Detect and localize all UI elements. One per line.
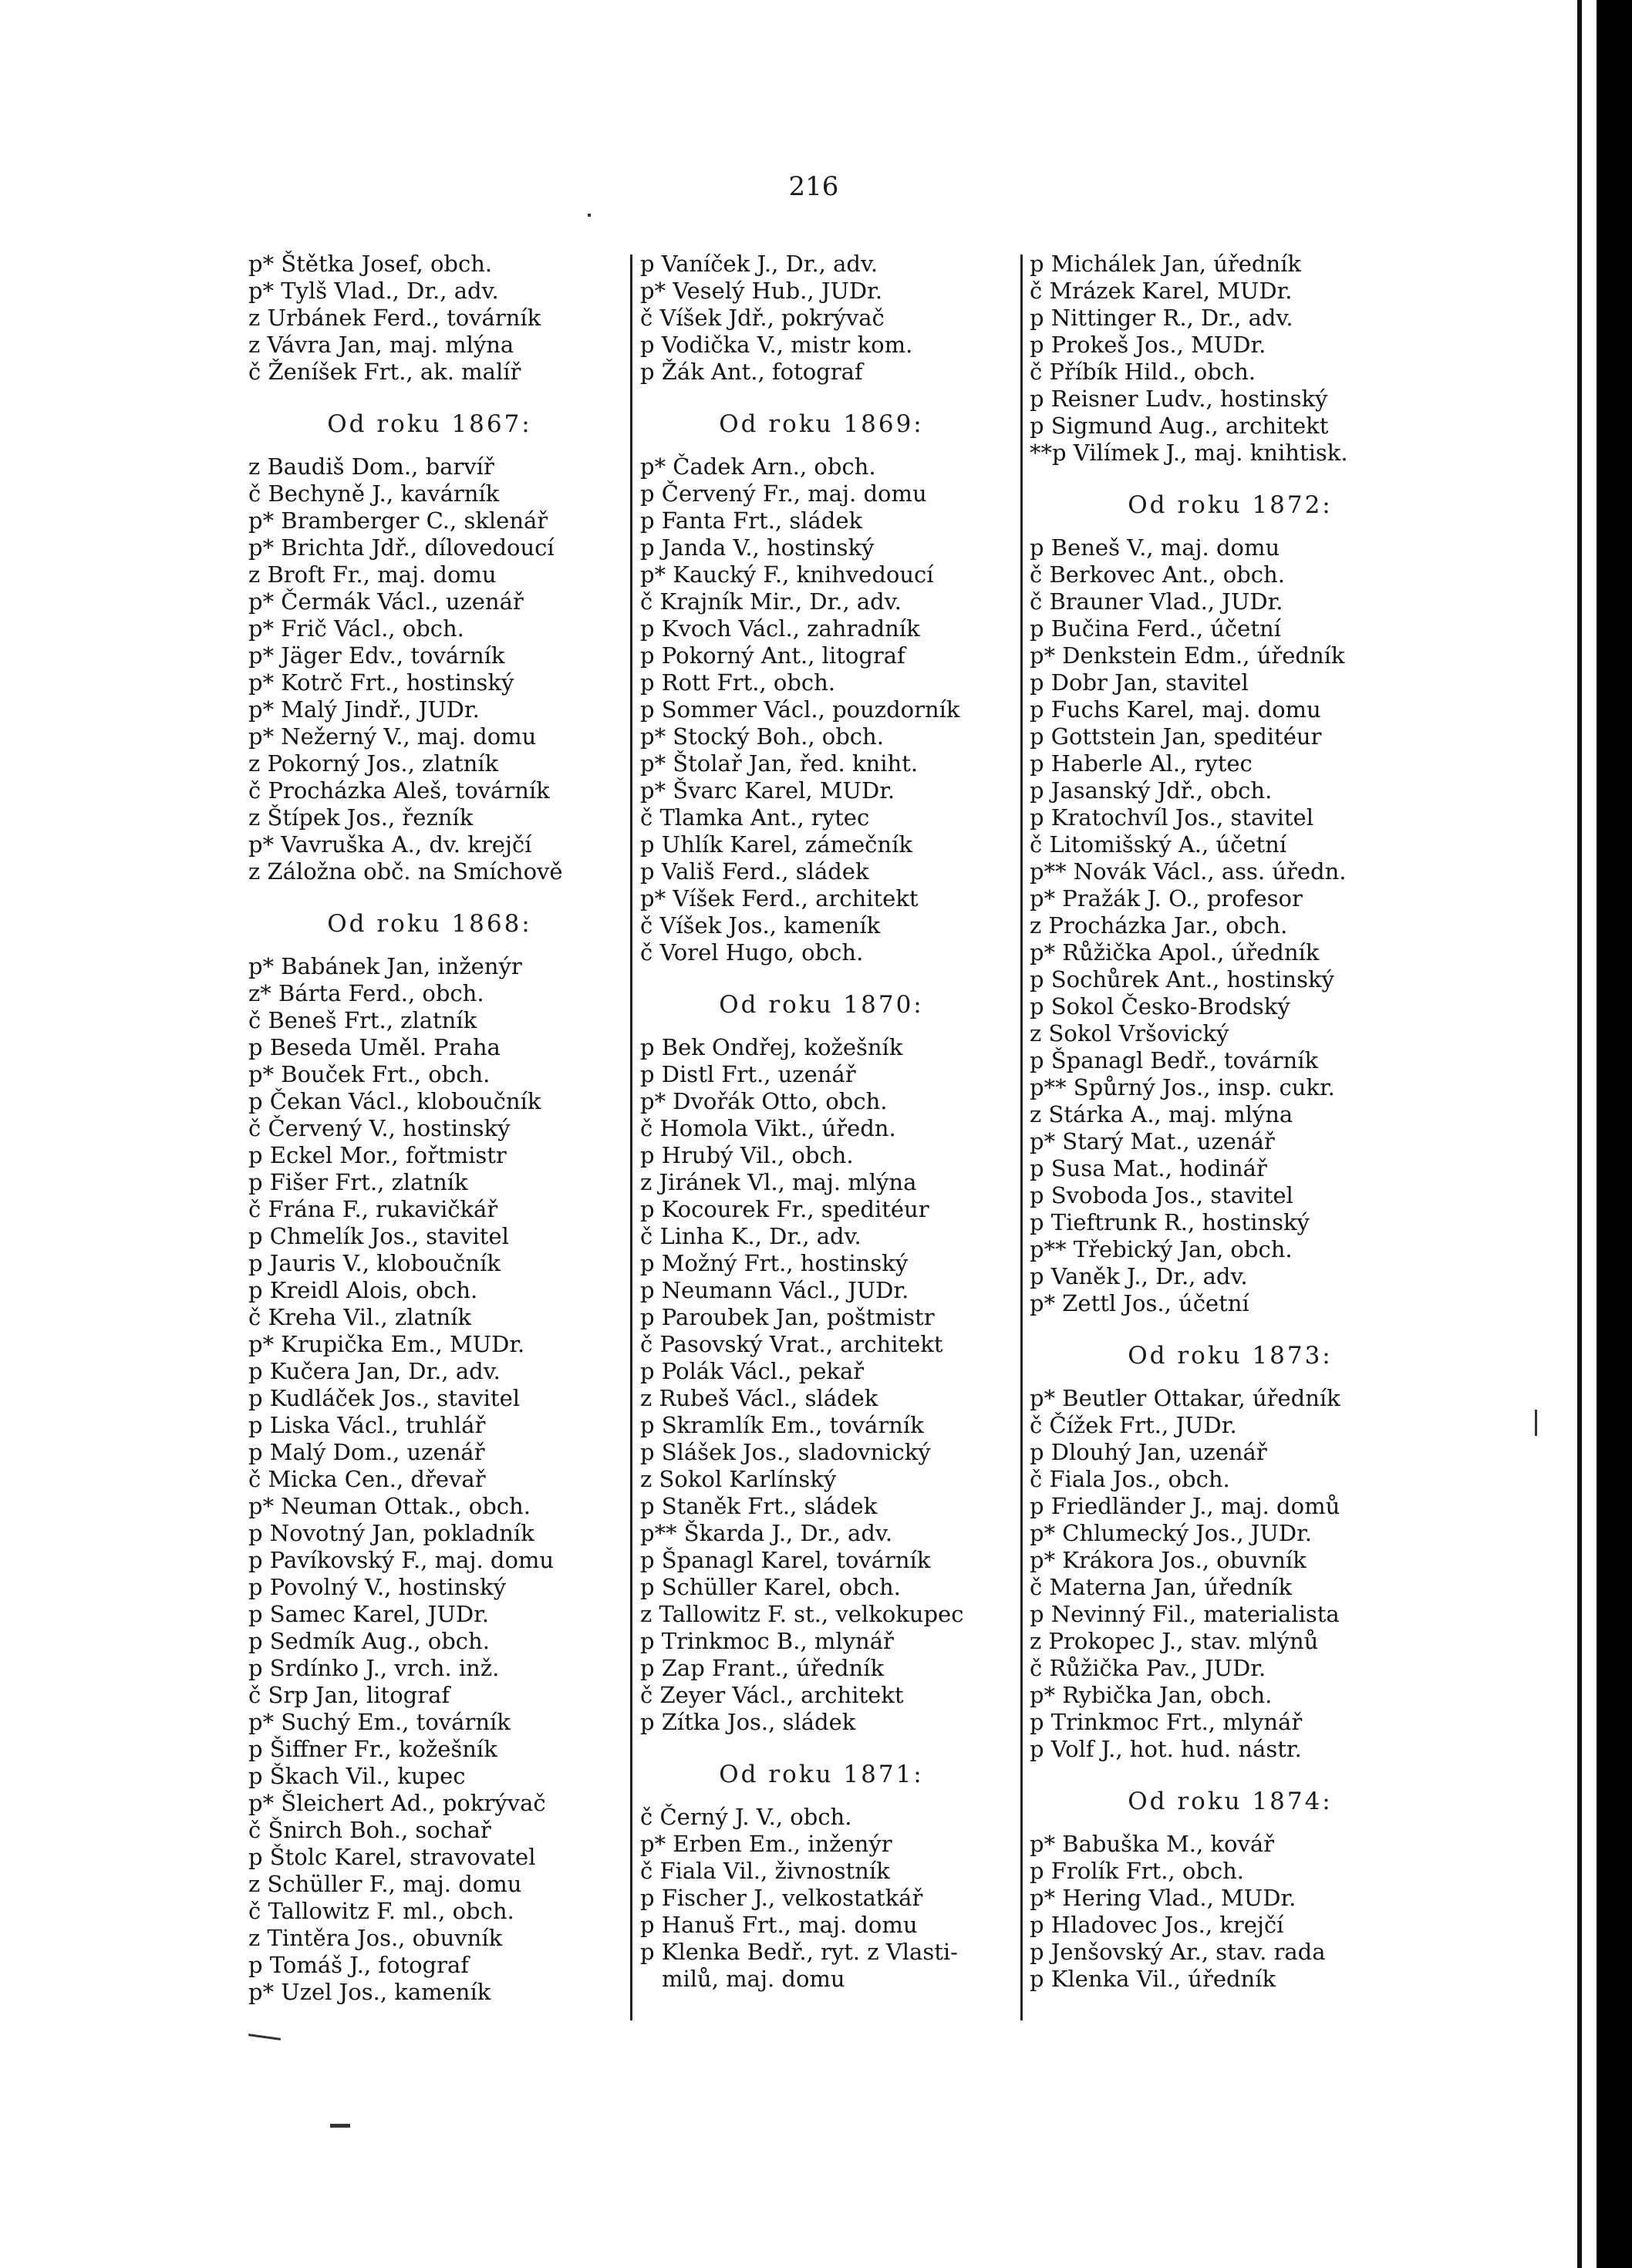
directory-entry: č Bechyně J., kavárník (248, 480, 500, 507)
directory-entry: č Čížek Frt., JUDr. (1030, 1412, 1237, 1438)
directory-entry: p Španagl Karel, továrník (640, 1547, 931, 1573)
directory-entry: p** Spůrný Jos., insp. cukr. (1030, 1074, 1335, 1100)
directory-entry: p* Brichta Jdř., dílovedoucí (248, 534, 555, 561)
directory-entry: p* Neuman Ottak., obch. (248, 1493, 531, 1519)
directory-entry: p Staněk Frt., sládek (640, 1493, 878, 1519)
directory-entry: p* Veselý Hub., JUDr. (640, 278, 883, 304)
directory-entry: p Klenka Bedř., ryt. z Vlasti- (640, 1939, 958, 1965)
directory-entry: p Neumann Václ., JUDr. (640, 1277, 909, 1303)
directory-entry: p Vaněk J., Dr., adv. (1030, 1263, 1248, 1289)
directory-entry: p* Pražák J. O., profesor (1030, 885, 1303, 912)
directory-entry: p Haberle Al., rytec (1030, 750, 1253, 777)
directory-entry: z Tallowitz F. st., velkokupec (640, 1601, 964, 1627)
directory-entry: p Fišer Frt., zlatník (248, 1169, 468, 1195)
directory-entry: p Jasanský Jdř., obch. (1030, 777, 1273, 804)
directory-entry: p Možný Frt., hostinský (640, 1250, 909, 1276)
directory-entry: z Vávra Jan, maj. mlýna (248, 332, 514, 358)
directory-entry: p* Čermák Václ., uzenář (248, 588, 524, 615)
directory-entry: z Jiránek Vl., maj. mlýna (640, 1169, 917, 1195)
directory-entry: p Beneš V., maj. domu (1030, 534, 1280, 561)
directory-entry: p Vaníček J., Dr., adv. (640, 251, 878, 277)
directory-entry: p Paroubek Jan, poštmistr (640, 1304, 935, 1330)
directory-entry: z Stárka A., maj. mlýna (1030, 1101, 1293, 1127)
directory-entry: p Malý Dom., uzenář (248, 1439, 485, 1465)
directory-entry: p Štolc Karel, stravovatel (248, 1844, 536, 1870)
directory-entry: p Červený Fr., maj. domu (640, 480, 927, 507)
directory-entry: p Chmelík Jos., stavitel (248, 1223, 509, 1249)
year-heading: Od roku 1873: (1128, 1342, 1333, 1370)
directory-entry: č Pasovský Vrat., architekt (640, 1331, 943, 1357)
directory-entry: č Ženíšek Frt., ak. malíř (248, 359, 521, 385)
directory-entry: p Svoboda Jos., stavitel (1030, 1182, 1293, 1208)
directory-entry: z Tintěra Jos., obuvník (248, 1925, 503, 1951)
directory-entry: p* Tylš Vlad., Dr., adv. (248, 278, 499, 304)
directory-entry: p Kvoch Václ., zahradník (640, 615, 920, 642)
directory-entry: p* Suchý Em., továrník (248, 1709, 511, 1735)
directory-entry: p Španagl Bedř., továrník (1030, 1047, 1319, 1073)
directory-entry: č Víšek Jdř., pokrývač (640, 305, 885, 331)
page-number: 216 (788, 171, 839, 202)
directory-entry: p* Babuška M., kovář (1030, 1831, 1275, 1857)
scan-mark (330, 2124, 350, 2128)
column-divider (630, 254, 632, 2020)
scan-mark (248, 2034, 281, 2041)
directory-entry: p Šiffner Fr., kožešník (248, 1736, 497, 1762)
directory-entry: p Kocourek Fr., speditéur (640, 1196, 929, 1222)
directory-entry: č Fiala Vil., živnostník (640, 1858, 890, 1884)
scan-mark (1535, 1410, 1537, 1436)
directory-entry: p Novotný Jan, pokladník (248, 1520, 534, 1546)
directory-entry: p Hladovec Jos., krejčí (1030, 1912, 1284, 1938)
directory-entry: p Sokol Česko-Brodský (1030, 993, 1290, 1019)
directory-entry: p Liska Václ., truhlář (248, 1412, 486, 1438)
directory-entry: p* Čadek Arn., obch. (640, 453, 876, 480)
directory-entry: p Michálek Jan, úředník (1030, 251, 1302, 277)
directory-entry: p Kratochvíl Jos., stavitel (1030, 804, 1313, 831)
directory-entry: č Materna Jan, úředník (1030, 1574, 1293, 1600)
directory-entry: p Sedmík Aug., obch. (248, 1628, 490, 1654)
directory-entry: p Rott Frt., obch. (640, 669, 836, 696)
directory-entry: p** Novák Václ., ass. úředn. (1030, 858, 1347, 885)
directory-entry: p* Malý Jindř., JUDr. (248, 696, 480, 723)
directory-entry: č Víšek Jos., kameník (640, 912, 881, 939)
directory-entry: z Štípek Jos., řezník (248, 804, 474, 831)
column-2 (640, 251, 1003, 1993)
year-heading: Od roku 1867: (327, 410, 532, 438)
directory-entry: z Procházka Jar., obch. (1030, 912, 1288, 939)
directory-entry: p Sochůrek Ant., hostinský (1030, 966, 1334, 992)
directory-entry: č Mrázek Karel, MUDr. (1030, 278, 1293, 304)
directory-entry: p* Chlumecký Jos., JUDr. (1030, 1520, 1313, 1546)
scan-mark (588, 214, 591, 217)
directory-entry: p* Erben Em., inženýr (640, 1831, 892, 1857)
directory-entry: p* Jäger Edv., továrník (248, 642, 505, 669)
directory-entry: p* Beutler Ottakar, úředník (1030, 1385, 1340, 1411)
directory-entry: č Růžička Pav., JUDr. (1030, 1655, 1266, 1681)
directory-entry: z Záložna obč. na Smíchově (248, 858, 563, 885)
directory-entry: č Linha K., Dr., adv. (640, 1223, 862, 1249)
directory-entry: p Prokeš Jos., MUDr. (1030, 332, 1266, 358)
directory-entry: p Hrubý Vil., obch. (640, 1142, 854, 1168)
directory-entry: p Distl Frt., uzenář (640, 1061, 856, 1087)
directory-entry: č Šnirch Boh., sochař (248, 1817, 491, 1843)
column-3 (1030, 251, 1431, 1993)
directory-entry: p* Bramberger C., sklenář (248, 507, 548, 534)
directory-entry: p* Kotrč Frt., hostinský (248, 669, 514, 696)
directory-entry: č Černý J. V., obch. (640, 1804, 852, 1830)
directory-entry: p* Rybička Jan, obch. (1030, 1682, 1273, 1708)
directory-entry: p Dobr Jan, stavitel (1030, 669, 1249, 696)
directory-entry: p Tomáš J., fotograf (248, 1952, 470, 1978)
directory-entry: p* Štětka Josef, obch. (248, 251, 493, 277)
directory-entry: p* Hering Vlad., MUDr. (1030, 1885, 1296, 1911)
directory-entry: z Broft Fr., maj. domu (248, 561, 497, 588)
directory-entry: p Fanta Frt., sládek (640, 507, 863, 534)
directory-entry: p Pokorný Ant., litograf (640, 642, 905, 669)
directory-entry: z Prokopec J., stav. mlýnů (1030, 1628, 1319, 1654)
directory-entry: p Volf J., hot. hud. nástr. (1030, 1736, 1302, 1762)
directory-entry: č Beneš Frt., zlatník (248, 1007, 477, 1033)
directory-entry: p* Krupička Em., MUDr. (248, 1331, 525, 1357)
directory-entry: p Jauris V., kloboučník (248, 1250, 501, 1276)
directory-entry: p* Švarc Karel, MUDr. (640, 777, 895, 804)
directory-entry: p Susa Mat., hodinář (1030, 1155, 1267, 1181)
directory-entry: p Beseda Uměl. Praha (248, 1034, 501, 1060)
directory-entry: p* Růžička Apol., úředník (1030, 939, 1320, 966)
directory-entry: č Červený V., hostinský (248, 1115, 511, 1141)
directory-entry: p Nevinný Fil., materialista (1030, 1601, 1340, 1627)
directory-entry: č Frána F., rukavičkář (248, 1196, 498, 1222)
directory-entry: p Eckel Mor., fořtmistr (248, 1142, 507, 1168)
directory-entry: p Tieftrunk R., hostinský (1030, 1209, 1310, 1235)
directory-entry: p Kučera Jan, Dr., adv. (248, 1358, 501, 1384)
year-heading: Od roku 1870: (719, 991, 924, 1019)
directory-entry: p* Stocký Boh., obch. (640, 723, 884, 750)
directory-entry: p Kudláček Jos., stavitel (248, 1385, 521, 1411)
directory-entry: p Polák Václ., pekař (640, 1358, 865, 1384)
directory-entry: p* Vavruška A., dv. krejčí (248, 831, 532, 858)
directory-entry: p* Štolař Jan, řed. kniht. (640, 750, 919, 777)
year-heading: Od roku 1871: (719, 1761, 924, 1788)
year-heading: Od roku 1868: (327, 910, 532, 938)
directory-entry: p* Denkstein Edm., úředník (1030, 642, 1345, 669)
directory-entry: č Krajník Mir., Dr., adv. (640, 588, 902, 615)
directory-entry: p Žák Ant., fotograf (640, 359, 863, 385)
directory-entry: p Trinkmoc Frt., mlynář (1030, 1709, 1303, 1735)
column-1 (248, 251, 611, 2006)
directory-entry: p Nittinger R., Dr., adv. (1030, 305, 1293, 331)
directory-entry: p* Krákora Jos., obuvník (1030, 1547, 1307, 1573)
directory-entry: z Sokol Vršovický (1030, 1020, 1229, 1046)
directory-entry: p* Zettl Jos., účetní (1030, 1290, 1249, 1316)
directory-entry: p Friedländer J., maj. domů (1030, 1493, 1340, 1519)
directory-entry: p Pavíkovský F., maj. domu (248, 1547, 555, 1573)
directory-entry: č Procházka Aleš, továrník (248, 777, 550, 804)
directory-entry: p* Uzel Jos., kameník (248, 1979, 491, 2005)
year-heading: Od roku 1869: (719, 410, 924, 438)
directory-entry: z* Bárta Ferd., obch. (248, 980, 484, 1006)
directory-entry: p Fischer J., velkostatkář (640, 1885, 923, 1911)
directory-entry: p Bučina Ferd., účetní (1030, 615, 1281, 642)
directory-entry: p Zap Frant., úředník (640, 1655, 885, 1681)
directory-entry: p Škach Vil., kupec (248, 1763, 466, 1789)
directory-entry: p Slášek Jos., sladovnický (640, 1439, 931, 1465)
directory-entry: p Vališ Ferd., sládek (640, 858, 869, 885)
directory-entry: p Uhlík Karel, zámečník (640, 831, 912, 858)
directory-entry: z Schüller F., maj. domu (248, 1871, 522, 1897)
directory-entry: z Pokorný Jos., zlatník (248, 750, 499, 777)
directory-entry: p Jenšovský Ar., stav. rada (1030, 1939, 1326, 1965)
directory-entry: p Sigmund Aug., architekt (1030, 413, 1329, 439)
directory-entry: p* Víšek Ferd., architekt (640, 885, 919, 912)
directory-entry: p Trinkmoc B., mlynář (640, 1628, 894, 1654)
directory-entry: p Klenka Vil., úředník (1030, 1966, 1276, 1992)
directory-entry: p* Bouček Frt., obch. (248, 1061, 491, 1087)
directory-entry: p* Šleichert Ad., pokrývač (248, 1790, 546, 1816)
directory-entry: p Kreidl Alois, obch. (248, 1277, 478, 1303)
directory-entry: č Kreha Vil., zlatník (248, 1304, 471, 1330)
directory-entry: p Schüller Karel, obch. (640, 1574, 901, 1600)
directory-entry: p Dlouhý Jan, uzenář (1030, 1439, 1267, 1465)
directory-entry: z Baudiš Dom., barvíř (248, 453, 494, 480)
directory-entry: p Bek Ondřej, kožešník (640, 1034, 903, 1060)
directory-entry: č Fiala Jos., obch. (1030, 1466, 1230, 1492)
directory-entry: p Povolný V., hostinský (248, 1574, 506, 1600)
directory-entry: p Vodička V., mistr kom. (640, 332, 913, 358)
year-heading: Od roku 1874: (1128, 1788, 1333, 1815)
page-edge-rule (1577, 0, 1582, 2268)
directory-entry: p Reisner Ludv., hostinský (1030, 386, 1328, 412)
directory-entry: p Zítka Jos., sládek (640, 1709, 856, 1735)
directory-entry: p* Dvořák Otto, obch. (640, 1088, 888, 1114)
directory-entry: p Gottstein Jan, speditéur (1030, 723, 1322, 750)
directory-entry: č Homola Vikt., úředn. (640, 1115, 896, 1141)
directory-entry: p Fuchs Karel, maj. domu (1030, 696, 1321, 723)
directory-entry: č Tlamka Ant., rytec (640, 804, 870, 831)
year-heading: Od roku 1872: (1128, 491, 1333, 519)
directory-entry: č Litomišský A., účetní (1030, 831, 1287, 858)
directory-entry: p* Nežerný V., maj. domu (248, 723, 537, 750)
directory-entry: p Frolík Frt., obch. (1030, 1858, 1245, 1884)
directory-entry: p Hanuš Frt., maj. domu (640, 1912, 918, 1938)
directory-entry: č Brauner Vlad., JUDr. (1030, 588, 1283, 615)
directory-entry: č Zeyer Václ., architekt (640, 1682, 904, 1708)
directory-entry: č Micka Cen., dřevař (248, 1466, 486, 1492)
directory-entry: milů, maj. domu (662, 1966, 845, 1992)
directory-entry: z Rubeš Václ., sládek (640, 1385, 878, 1411)
directory-entry: z Urbánek Ferd., továrník (248, 305, 541, 331)
directory-entry: **p Vilímek J., maj. knihtisk. (1030, 440, 1348, 466)
directory-entry: p Čekan Václ., kloboučník (248, 1088, 541, 1114)
directory-entry: p Samec Karel, JUDr. (248, 1601, 489, 1627)
directory-entry: p** Třebický Jan, obch. (1030, 1236, 1293, 1262)
directory-entry: p Sommer Václ., pouzdorník (640, 696, 960, 723)
directory-entry: č Tallowitz F. ml., obch. (248, 1898, 514, 1924)
directory-entry: p* Starý Mat., uzenář (1030, 1128, 1275, 1154)
directory-entry: č Srp Jan, litograf (248, 1682, 450, 1708)
directory-entry: p* Kaucký F., knihvedoucí (640, 561, 934, 588)
directory-entry: č Vorel Hugo, obch. (640, 939, 864, 966)
directory-entry: z Sokol Karlínský (640, 1466, 837, 1492)
directory-entry: p** Škarda J., Dr., adv. (640, 1520, 893, 1546)
directory-entry: p* Frič Václ., obch. (248, 615, 464, 642)
directory-entry: p Janda V., hostinský (640, 534, 875, 561)
directory-entry: č Berkovec Ant., obch. (1030, 561, 1285, 588)
directory-entry: p Skramlík Em., továrník (640, 1412, 924, 1438)
directory-entry: č Příbík Hild., obch. (1030, 359, 1256, 385)
column-divider (1020, 254, 1023, 2020)
directory-entry: p Srdínko J., vrch. inž. (248, 1655, 500, 1681)
directory-entry: p* Babánek Jan, inženýr (248, 953, 522, 979)
